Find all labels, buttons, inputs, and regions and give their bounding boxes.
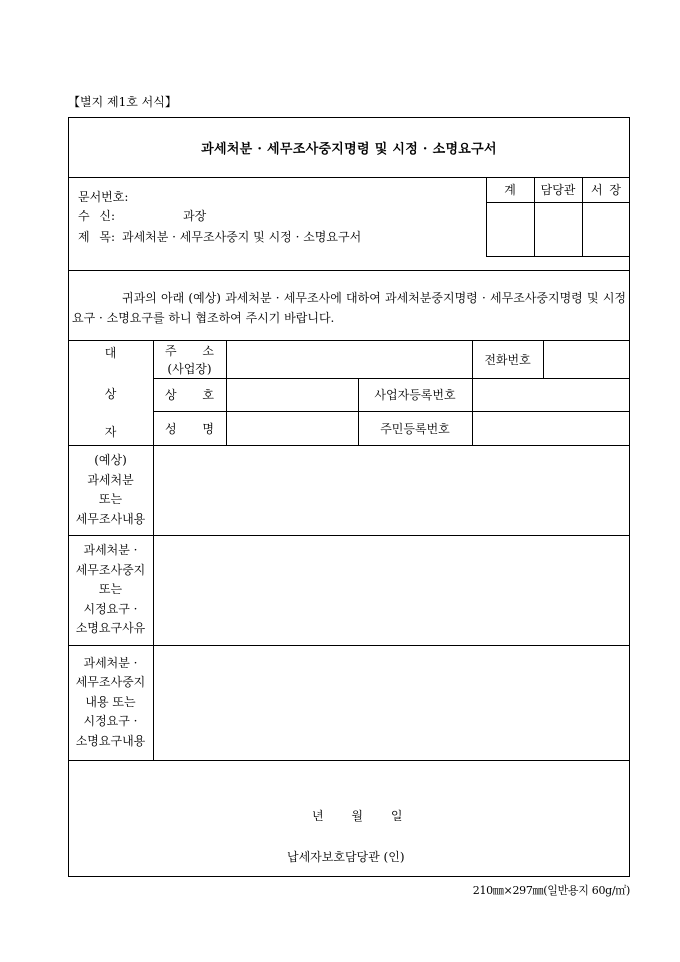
target-group-label-3: 자 bbox=[104, 424, 117, 439]
form-number-label: 【별지 제1호 서식】 bbox=[68, 95, 177, 109]
form-title: 과세처분 · 세무조사중지명령 및 시정 · 소명요구서 bbox=[201, 141, 497, 157]
section-label-line: 과세처분 · bbox=[83, 655, 138, 670]
section-detail-label bbox=[68, 645, 153, 760]
signature-line: 납세자보호담당관 (인) bbox=[287, 850, 405, 864]
section-label-line: 시정요구 · bbox=[83, 714, 138, 729]
section-label-line: 세무조사중지 bbox=[75, 675, 146, 690]
target-group-label-1: 대 bbox=[104, 345, 117, 360]
approval-header-clerk: 계 bbox=[504, 183, 516, 197]
approval-header-director: 서 장 bbox=[591, 183, 621, 197]
section-label-line: 세무조사내용 bbox=[75, 511, 146, 526]
section-label-line: 세무조사중지 bbox=[75, 562, 146, 577]
phone-label: 전화번호 bbox=[484, 352, 531, 367]
doc-number-label: 문서번호: bbox=[78, 190, 129, 204]
target-group-label-2: 상 bbox=[104, 386, 117, 401]
approval-header-officer: 담당관 bbox=[540, 183, 576, 197]
rule-line bbox=[68, 760, 630, 761]
section-label-line: 소명요구사유 bbox=[75, 621, 146, 636]
section-expected-content-area bbox=[154, 446, 630, 535]
section-label-line: 또는 bbox=[98, 582, 123, 597]
subject-label: 제 목: bbox=[78, 230, 116, 244]
section-detail-area bbox=[154, 646, 630, 760]
approval-signature-cell bbox=[582, 203, 630, 256]
date-line: 년 월 일 bbox=[312, 809, 403, 823]
approval-signature-cell bbox=[534, 203, 582, 256]
address-label: 주 소 bbox=[165, 344, 214, 358]
rule-line bbox=[486, 256, 630, 257]
section-label-line: 과세처분 bbox=[87, 472, 134, 487]
resident-reg-value-cell bbox=[473, 412, 630, 445]
business-reg-label: 사업자등록번호 bbox=[374, 388, 456, 402]
approval-signature-cell bbox=[486, 203, 534, 256]
address-label-cell bbox=[153, 342, 226, 378]
phone-value-cell bbox=[544, 341, 630, 378]
recipient-value: 과장 bbox=[183, 209, 207, 223]
rule-line bbox=[68, 270, 630, 271]
section-reason-label bbox=[68, 535, 153, 645]
resident-reg-label: 주민등록번호 bbox=[380, 421, 450, 436]
subject-value: 과세처분 · 세무조사중지 및 시정 · 소명요구서 bbox=[122, 230, 362, 244]
business-reg-value-cell bbox=[473, 379, 630, 411]
address-sub-label: (사업장) bbox=[167, 362, 212, 376]
paper-spec: 210㎜×297㎜(일반용지 60g/㎡) bbox=[472, 884, 630, 897]
name-label: 성 명 bbox=[165, 421, 214, 436]
request-paragraph: 귀과의 아래 (예상) 과세처분 · 세무조사에 대하여 과세처분중지명령 · 세무조사중지명령 및 시정요구 · 소명요구를 하니 협조하여 주시기 바랍니다. bbox=[72, 291, 626, 325]
section-label-line: 또는 bbox=[98, 492, 123, 506]
name-value-cell bbox=[227, 412, 358, 445]
section-label-line: 내용 또는 bbox=[85, 694, 136, 709]
section-label-line: 과세처분 · bbox=[83, 543, 138, 558]
business-name-value-cell bbox=[227, 379, 358, 411]
business-name-label: 상 호 bbox=[165, 388, 214, 402]
section-reason-area bbox=[154, 536, 630, 645]
section-label-line: 시정요구 · bbox=[83, 601, 138, 616]
address-value-cell bbox=[227, 341, 472, 378]
section-label-line: 소명요구내용 bbox=[75, 733, 146, 748]
section-label-line: (예상) bbox=[94, 453, 127, 467]
section-expected-content-label bbox=[68, 445, 153, 535]
recipient-label: 수 신: bbox=[78, 209, 116, 223]
